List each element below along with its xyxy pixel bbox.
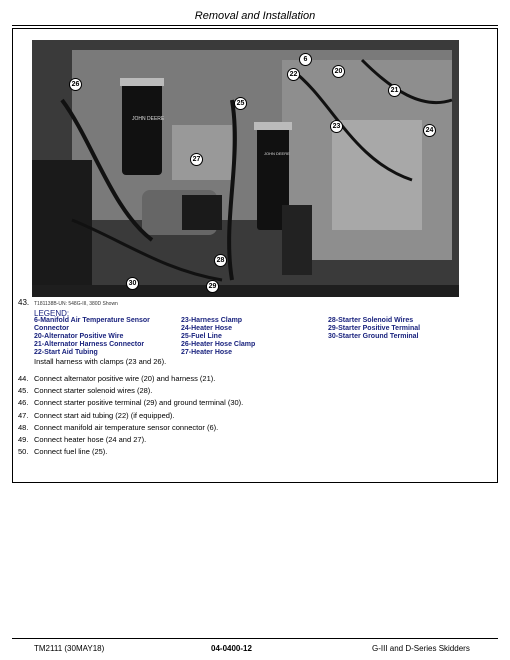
procedure-steps (18, 373, 243, 458)
callout-22: 22 (287, 68, 300, 81)
footer-rule (12, 638, 498, 639)
legend-item: 6-Manifold Air Temperature Sensor (34, 317, 150, 324)
callout-20: 20 (332, 65, 345, 78)
step-text: Connect fuel line (25). (34, 447, 108, 457)
legend-item: 27-Heater Hose (181, 349, 232, 356)
callout-24: 24 (423, 124, 436, 137)
legend-column-3 (328, 317, 420, 341)
legend-item: Connector (34, 325, 69, 332)
legend-item: 25-Fuel Line (181, 333, 222, 340)
callout-23: 23 (330, 120, 343, 133)
page-header-title: Removal and Installation (194, 10, 316, 22)
install-note: Install harness with clamps (23 and 26). (34, 357, 167, 366)
step-number: 47. (18, 410, 29, 420)
callout-6: 6 (299, 53, 312, 66)
callout-26: 26 (69, 78, 82, 91)
header-rule (12, 25, 498, 26)
step-text: Connect manifold air temperature sensor connector (6). (34, 422, 219, 432)
step-row (18, 422, 243, 434)
legend-item: 24-Heater Hose (181, 325, 232, 332)
step-text: Connect start aid tubing (22) (if equipped). (34, 410, 175, 420)
legend-item: 26-Heater Hose Clamp (181, 341, 256, 348)
footer-doc-id: TM2111 (30MAY18) (34, 644, 105, 653)
filter-logo-text-2: JOHN DEERE (264, 151, 290, 156)
step-text: Connect starter solenoid wires (28). (34, 386, 153, 396)
callout-27: 27 (190, 153, 203, 166)
legend-column-1 (34, 317, 150, 357)
legend-item: 23-Harness Clamp (181, 317, 243, 324)
step-row (18, 373, 243, 385)
step-text: Connect heater hose (24 and 27). (34, 435, 147, 445)
legend-item: 29-Starter Positive Terminal (328, 325, 421, 332)
figure-caption: T181138B-UN: 548G-III, 380D Shown (34, 301, 118, 307)
legend-item: 30-Starter Ground Terminal (328, 333, 419, 340)
step-row (18, 410, 243, 422)
step-row (18, 446, 243, 458)
footer-page-number: 04-0400-12 (211, 644, 252, 653)
step-number: 45. (18, 386, 29, 396)
legend-item: 28-Starter Solenoid Wires (328, 317, 414, 324)
legend-item: 22-Start Aid Tubing (34, 349, 98, 356)
callout-29: 29 (206, 280, 219, 293)
legend-column-2 (181, 317, 255, 357)
callout-25: 25 (234, 97, 247, 110)
step-number: 44. (18, 374, 29, 383)
step-number: 49. (18, 435, 29, 445)
step-text: Connect alternator positive wire (20) and harness (21). (34, 374, 216, 383)
legend-item: 21-Alternator Harness Connector (34, 341, 145, 348)
engine-illustration (32, 40, 459, 297)
callout-28: 28 (214, 254, 227, 267)
filter-logo-text: JOHN DEERE (132, 116, 165, 122)
engine-photo (32, 40, 459, 297)
step-row (18, 397, 243, 409)
step-number: 48. (18, 422, 29, 432)
step-number: 46. (18, 398, 29, 408)
callout-30: 30 (126, 277, 139, 290)
step-number: 50. (18, 447, 29, 457)
footer-product: G-III and D-Series Skidders (372, 644, 470, 653)
step-text: Connect starter positive terminal (29) and ground terminal (30). (34, 398, 244, 408)
legend-title: LEGEND: (34, 309, 70, 318)
figure-step-number: 43. (18, 298, 30, 307)
callout-21: 21 (388, 84, 401, 97)
step-row (18, 434, 243, 446)
step-row (18, 385, 243, 397)
legend-item: 20-Alternator Positive Wire (34, 333, 124, 340)
